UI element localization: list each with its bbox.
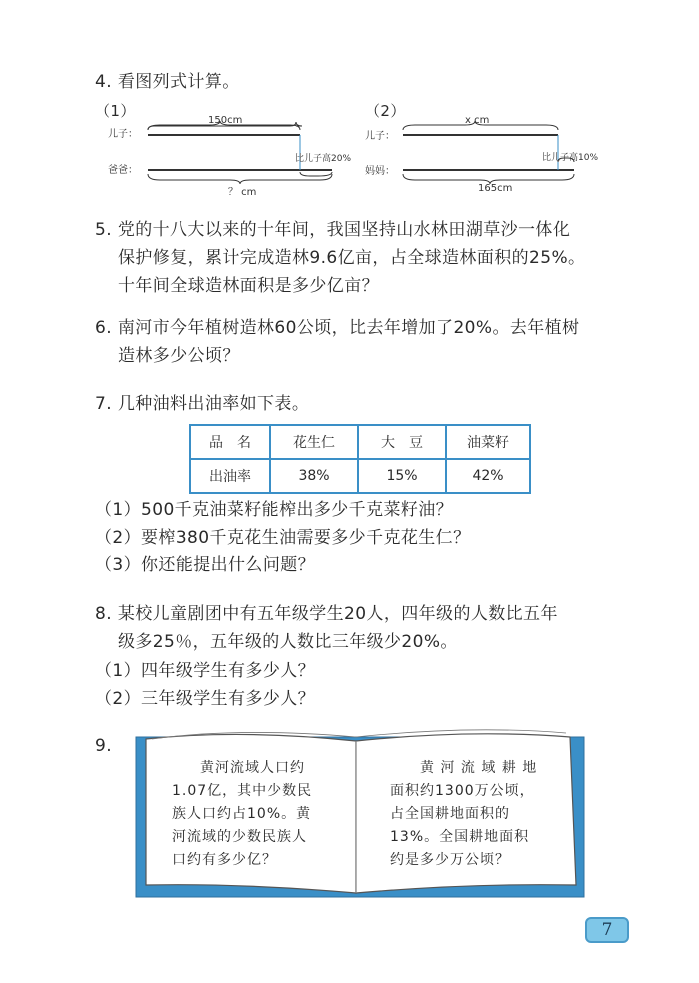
q8-sub1: （1）四年级学生有多少人？ — [95, 661, 316, 681]
table-cell: 出油率 — [190, 459, 270, 493]
table-header-cell: 品 名 — [190, 425, 270, 459]
q5-line1: 5. 党的十八大以来的十年间，我国坚持山水林田湖草沙一体化 — [95, 220, 571, 240]
q4-part1-label: （1） — [95, 102, 136, 120]
page-number: 7 — [585, 917, 629, 943]
q7-sub1: （1）500千克油菜籽能榨出多少千克菜籽油？ — [95, 500, 454, 520]
q4-title: 4. 看图列式计算。 — [95, 72, 240, 92]
oil-yield-table — [189, 424, 531, 494]
right-page-line: 面积约1300万公顷， — [390, 783, 535, 799]
q8-line2: 级多25％，五年级的人数比三年级少20%。 — [118, 632, 458, 652]
table-cell: 38% — [270, 459, 358, 493]
right-page-line: 黄 河 流 域 耕 地 — [420, 760, 538, 776]
q5-line2: 保护修复，累计完成造林9.6亿亩，占全球造林面积的25%。 — [118, 248, 586, 268]
table-header-cell: 花生仁 — [270, 425, 358, 459]
table-row — [190, 459, 530, 493]
q6-line2: 造林多少公顷？ — [118, 346, 240, 366]
right-page-line: 13%。全国耕地面积 — [390, 829, 530, 845]
q7-sub2: （2）要榨380千克花生油需要多少千克花生仁？ — [95, 528, 471, 548]
table-cell: 15% — [358, 459, 446, 493]
table-cell: 42% — [446, 459, 530, 493]
q7-sub3: （3）你还能提出什么问题？ — [95, 555, 316, 575]
table-header-cell: 油菜籽 — [446, 425, 530, 459]
left-page-text — [172, 757, 312, 872]
q4-part2-label: （2） — [365, 102, 406, 120]
dad-label: 爸爸： — [108, 165, 138, 176]
bottom-measure-1: ？ cm — [228, 187, 257, 198]
q8-line1: 8. 某校儿童剧团中有五年级学生20人，四年级的人数比五年 — [95, 604, 558, 624]
son-label-2: 儿子： — [365, 131, 395, 142]
q5-line3: 十年间全球造林面积是多少亿亩？ — [118, 276, 379, 296]
son-label: 儿子： — [108, 129, 138, 140]
q7-title: 7. 几种油料出油率如下表。 — [95, 394, 310, 414]
left-page-line: 黄河流域人口约 — [200, 760, 305, 776]
left-page-line: 1.07亿，其中少数民 — [172, 783, 313, 799]
q6-line1: 6. 南河市今年植树造林60公顷，比去年增加了20%。去年植树 — [95, 318, 580, 338]
right-page-text — [390, 757, 537, 872]
left-page-line: 口约有多少亿？ — [172, 852, 277, 868]
table-header-cell: 大 豆 — [358, 425, 446, 459]
top-measure: 150cm — [208, 115, 243, 126]
left-page-line: 族人口约占10%。黄 — [172, 806, 312, 822]
q8-sub2: （2）三年级学生有多少人？ — [95, 689, 316, 709]
bottom-measure-2: 165cm — [478, 183, 513, 194]
q9-number: 9. — [95, 736, 113, 756]
mom-label: 妈妈： — [365, 166, 395, 177]
right-page-line: 约是多少万公顷？ — [390, 852, 510, 868]
right-page-line: 占全国耕地面积的 — [390, 806, 510, 822]
top-measure-2: x cm — [465, 115, 490, 126]
note-1: 比儿子高20% — [295, 154, 352, 164]
table-header-row — [190, 425, 530, 459]
note-2: 比儿子高10% — [542, 153, 599, 163]
left-page-line: 河流域的少数民族人 — [172, 829, 307, 845]
